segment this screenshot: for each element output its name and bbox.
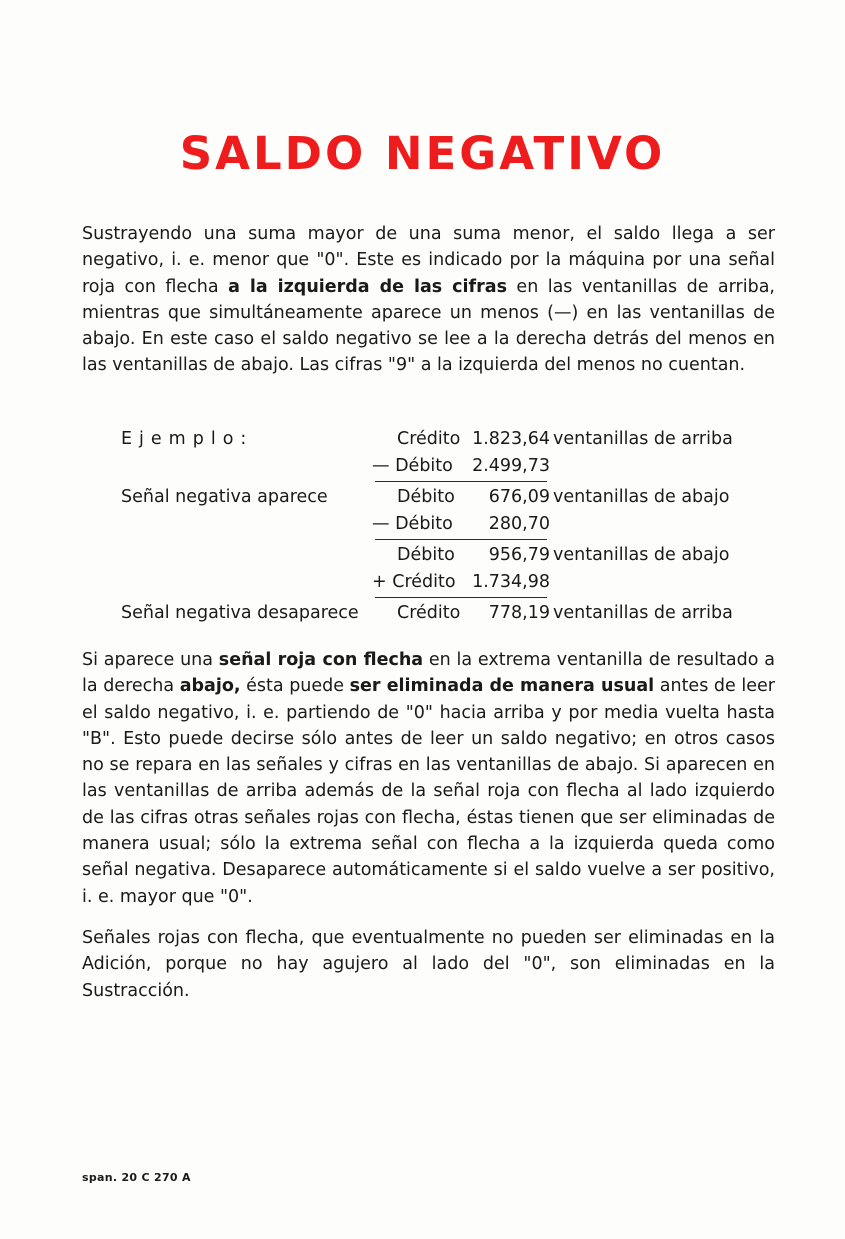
table-row (340, 453, 550, 479)
row-operator-label (372, 453, 453, 479)
intro-text-2: en las ventanillas de arriba, mientras que simultáneamente aparece un menos (—) en las ventanillas de abajo. En este caso el saldo negativo se lee a la derecha detrás del menos en las ventanillas de abajo. Las cifras "9" a la izquierda del menos no cuentan. (82, 276, 775, 376)
explanation-paragraph (82, 647, 775, 910)
table-row (340, 511, 550, 537)
table-row (340, 569, 550, 595)
row-amount: 2.499,73 (472, 456, 550, 476)
table-row (340, 426, 550, 452)
closing-paragraph: Señales rojas con flecha, que eventualmente no pueden ser eliminadas en la Adición, porque no hay agujero al lado del "0", son eliminadas en la Sustracción. (82, 928, 775, 1001)
explanation-bold-3: ser eliminada de manera usual (349, 676, 655, 697)
table-row (340, 484, 550, 510)
row-label: Crédito (397, 603, 461, 623)
table-row (340, 600, 550, 626)
sum-divider (375, 539, 547, 540)
row-operator: — (372, 456, 390, 476)
row-description: ventanillas de abajo (553, 545, 730, 565)
row-operator-label (372, 569, 456, 595)
row-description: ventanillas de abajo (553, 487, 730, 507)
row-amount: 956,79 (488, 545, 550, 565)
row-description: ventanillas de arriba (553, 603, 733, 623)
label-signal-appears: Señal negativa aparece (121, 487, 328, 507)
row-operator-label (372, 511, 453, 537)
explanation-bold-2: abajo, (179, 676, 241, 697)
page-title: SALDO NEGATIVO (179, 127, 666, 180)
row-amount: 1.734,98 (472, 572, 550, 592)
row-operator: + (372, 572, 387, 592)
example-heading: Ejemplo: (121, 429, 254, 449)
row-label: Débito (395, 456, 453, 476)
document-code: span. 20 C 270 A (82, 1171, 191, 1184)
label-signal-disappears: Señal negativa desaparece (121, 603, 359, 623)
sum-divider (375, 597, 547, 598)
explanation-text-4: antes de leer el saldo negativo, i. e. partiendo de "0" hacia arriba y por media vuelta hasta "B". Esto puede decirse sólo antes de leer un saldo negativo; en otros casos no se repara en las señales y cifras en las ventanillas de abajo. Si aparecen en las ventanillas de arriba además de la señal roja con flecha al lado izquierdo de las cifras otras señales rojas con flecha, éstas tienen que ser eliminadas de manera usual; sólo la extrema señal con flecha a la izquierda queda como señal negativa. Desaparece automáticamente si el saldo vuelve a ser positivo, i. e. mayor que "0". (82, 676, 775, 907)
intro-bold-1: a la izquierda de las cifras (228, 276, 507, 297)
explanation-text-2: en la extrema ventanilla de resultado a la derecha (82, 650, 775, 697)
row-amount: 778,19 (488, 603, 550, 623)
intro-text-1: Sustrayendo una suma mayor de una suma menor, el saldo llega a ser negativo, i. e. menor que "0". Este es indicado por la máquina por una señal roja con flecha (82, 224, 775, 297)
row-label: Débito (395, 514, 453, 534)
row-operator: — (372, 514, 390, 534)
row-amount: 1.823,64 (472, 429, 550, 449)
row-label: Débito (397, 487, 455, 507)
explanation-text-3: ésta puede (240, 676, 350, 697)
sum-divider (375, 481, 547, 482)
row-label: Débito (397, 545, 455, 565)
explanation-text-1: Si aparece una (82, 650, 219, 670)
table-row (340, 542, 550, 568)
row-label: Crédito (397, 429, 461, 449)
row-amount: 280,70 (488, 514, 550, 534)
intro-paragraph (82, 221, 775, 379)
explanation-bold-1: señal roja con flecha (218, 650, 424, 670)
row-label: Crédito (392, 572, 456, 592)
row-amount: 676,09 (488, 487, 550, 507)
row-description: ventanillas de arriba (553, 429, 733, 449)
